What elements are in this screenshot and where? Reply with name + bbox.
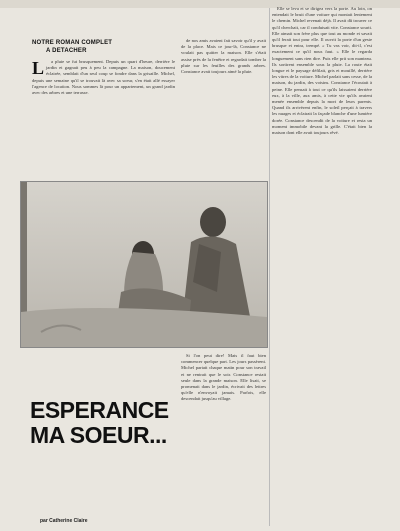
illustration-photo — [20, 181, 268, 348]
author-byline: par Catherine Claire — [40, 518, 88, 524]
column-1-text: a pluie se fut brusquement. Depuis un quart d'heure, derrière le jardin et gagnait peu à peu la campagne. La maison, doucement éclairée, semblait d'un seul coup se fondre dans la grisaille. Michel, depuis une semaine qu'il se trouvait là avec sa soeur, s'en était allé essayer l'agence de location. Nous sommes là pour un appartement, un grand jardin avec des arbres et une terrasse. — [32, 59, 175, 96]
drop-cap: L — [32, 59, 45, 78]
column-2-text: de nos amis avaient fait savoir qu'il y avait de la place. Mais ce jour-là, Constance ne voulait pas quitter la maison. Elle s'était assise près de la fenêtre et regardait tomber la pluie sur les feuilles des grands arbres. Constance avait toujours aimé la pluie. — [181, 38, 266, 75]
column-3-text: Elle se leva et se dirigea vers la porte. Au loin, on entendait le bruit d'une voiture qui montait lentement le chemin. Michel revenait déjà. Il avait dû trouver ce qu'il cherchait, car il conduisait vite. Constance sourit. Elle aimait son frère plus que tout au monde et savait qu'il ferait tout pour elle. Il ouvrit la porte d'un geste brusque et entra, trempé. « Tu vas voir, dit-il, c'est exactement ce qu'il nous faut. » Elle le regarda longuement sans rien dire. Puis elle prit son manteau. Ils sortirent ensemble sous la pluie. La route était longue et le paysage défilait, gris et mouillé, derrière les vitres de la voiture. Michel parlait sans cesse, de la maison, du jardin, des voisins. Constance l'écoutait à peine. Elle pensait à tout ce qu'ils laissaient derrière eux, à la ville, aux amis, à cette vie qu'ils avaient menée ensemble depuis la mort de leurs parents. Quand ils arrivèrent enfin, le soleil perçait à travers les nuages et éclairait la façade blanche d'une lumière dorée. Constance descendit de la voiture et resta un moment immobile devant la grille. C'était bien la maison dont elle avait toujours rêvé. — [272, 6, 372, 136]
section-kicker — [32, 39, 122, 55]
article-column-1 — [32, 59, 175, 179]
couple-photo-image — [21, 182, 267, 347]
kicker-line-1: NOTRE ROMAN COMPLET — [32, 40, 113, 46]
story-title — [30, 398, 180, 448]
title-line-1: ESPERANCE — [30, 397, 169, 423]
title-line-2: MA SOEUR... — [30, 422, 167, 448]
article-column-4 — [181, 353, 266, 527]
article-column-2 — [181, 38, 266, 176]
kicker-line-2: A DETACHER — [46, 48, 87, 54]
column-4-text: Si l'on peut dire! Mais il faut bien commencer quelque part. Les jours passèrent. Michel partait chaque matin pour son travail et ne rentrait que le soir. Constance restait seule dans la grande maison. Elle lisait, se promenait dans le jardin, écrivait des lettres qu'elle n'envoyait jamais. Parfois, elle descendait jusqu'au village. — [181, 353, 266, 402]
column-divider — [269, 8, 270, 526]
article-column-3 — [272, 6, 372, 528]
